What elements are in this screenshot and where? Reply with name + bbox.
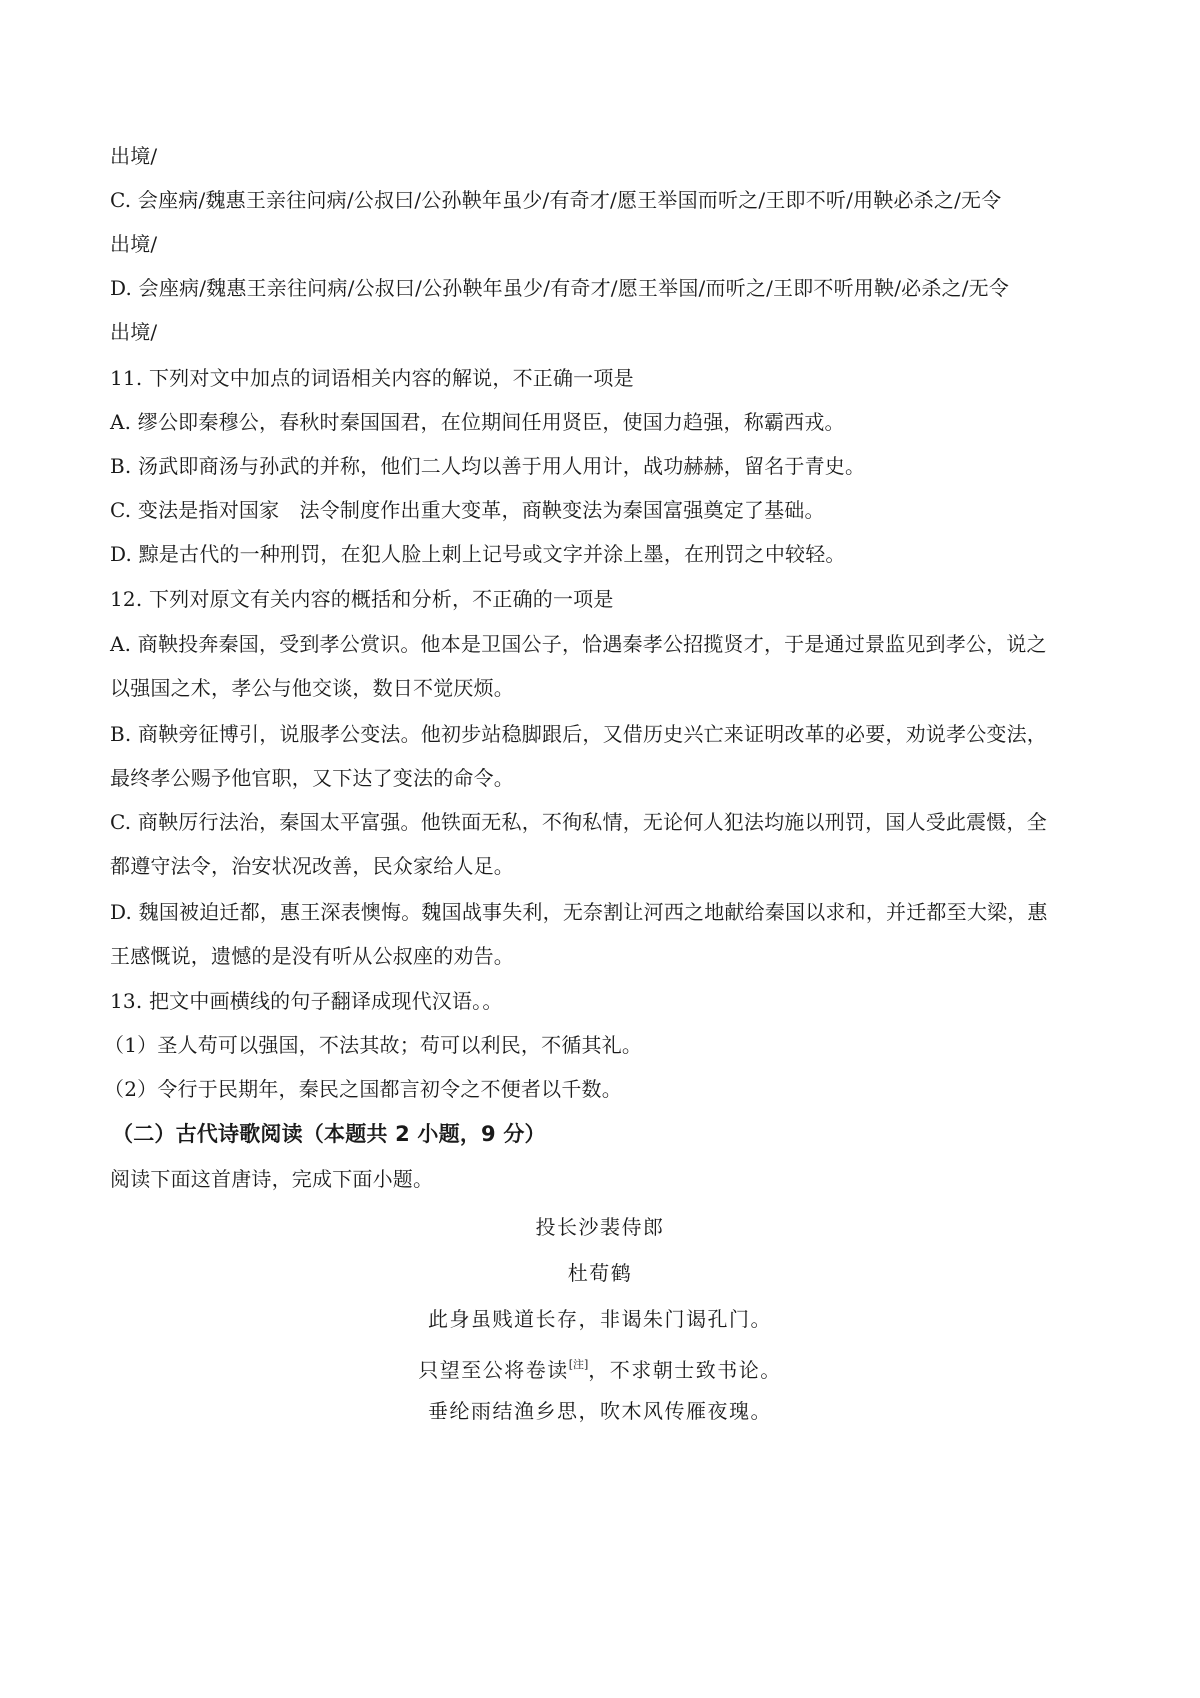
q12-option-b: B. 商鞅旁征博引，说服孝公变法。他初步站稳脚跟后，又借历史兴亡来证明改革的必要，劝说孝公变法，: [110, 722, 1048, 746]
poem-title: 投长沙裴侍郎: [535, 1215, 665, 1239]
q13-stem: 13. 把文中画横线的句子翻译成现代汉语。。: [110, 989, 503, 1013]
q10-option-d: D. 会座病/魏惠王亲往问病/公叔曰/公孙鞅年虽少/有奇才/愿王举国/而听之/王即不听用鞅/必杀之/无令: [110, 276, 1010, 300]
poem-line-1: 此身虽贱道长存，非谒朱门谒孔门。: [428, 1307, 772, 1331]
q12-option-a-continuation: 以强国之术，孝公与他交谈，数日不觉厌烦。: [110, 676, 514, 700]
poem-author: 杜荀鹤: [567, 1261, 633, 1285]
poem-line-2: [0, 1351, 1200, 1384]
q12-option-c-continuation: 都遵守法令，治安状况改善，民众家给人足。: [110, 854, 514, 878]
q12-option-a: A. 商鞅投奔秦国，受到孝公赏识。他本是卫国公子，恰遇秦孝公招揽贤才，于是通过景监见到孝公，说之: [110, 632, 1047, 656]
q12-option-d: D. 魏国被迫迁都，惠王深表懊悔。魏国战事失利，无奈割让河西之地献给秦国以求和，并迁都至大梁，惠: [110, 900, 1048, 924]
q12-option-d-continuation: 王感慨说，遗憾的是没有听从公叔座的劝告。: [110, 944, 514, 968]
q10-option-c: C. 会座病/魏惠王亲往问病/公叔曰/公孙鞅年虽少/有奇才/愿王举国而听之/王即不听/用鞅必杀之/无令: [110, 188, 1002, 212]
q12-option-b-continuation: 最终孝公赐予他官职，又下达了变法的命令。: [110, 766, 514, 790]
poem-line-2-second-half: ，不求朝士致书论。: [588, 1358, 782, 1382]
q13-sentence-2: （2）令行于民期年，秦民之国都言初令之不便者以千数。: [104, 1077, 622, 1101]
section-instruction: 阅读下面这首唐诗，完成下面小题。: [110, 1167, 434, 1191]
q12-option-c: C. 商鞅厉行法治，秦国太平富强。他铁面无私，不徇私情，无论何人犯法均施以刑罚，国人受此震慑，全: [110, 810, 1047, 834]
q11-stem: 11. 下列对文中加点的词语相关内容的解说，不正确一项是: [110, 366, 634, 390]
q12-stem: 12. 下列对原文有关内容的概括和分析，不正确的一项是: [110, 587, 614, 611]
q13-sentence-1: （1）圣人苟可以强国，不法其故；苟可以利民，不循其礼。: [104, 1033, 643, 1057]
q10-option-c-continuation: 出境/: [110, 232, 158, 256]
q11-option-b: B. 汤武即商汤与孙武的并称，他们二人均以善于用人用计，战功赫赫，留名于青史。: [110, 454, 866, 478]
poem-footnote-marker: [注]: [568, 1358, 589, 1371]
q11-option-d: D. 黥是古代的一种刑罚，在犯人脸上刺上记号或文字并涂上墨，在刑罚之中较轻。: [110, 542, 846, 566]
poem-line-2-first-half: 只望至公将卷读: [418, 1358, 569, 1382]
q11-option-a: A. 缪公即秦穆公，春秋时秦国国君，在位期间任用贤臣，使国力趋强，称霸西戎。: [110, 410, 845, 434]
q10-option-d-continuation: 出境/: [110, 320, 158, 344]
q10-option-b-continuation: 出境/: [110, 144, 158, 168]
section-heading: （二）古代诗歌阅读（本题共 2 小题，9 分）: [112, 1122, 546, 1146]
q11-option-c: C. 变法是指对国家 法令制度作出重大变革，商鞅变法为秦国富强奠定了基础。: [110, 498, 825, 522]
poem-line-3: 垂纶雨结渔乡思，吹木风传雁夜瑰。: [428, 1399, 772, 1423]
